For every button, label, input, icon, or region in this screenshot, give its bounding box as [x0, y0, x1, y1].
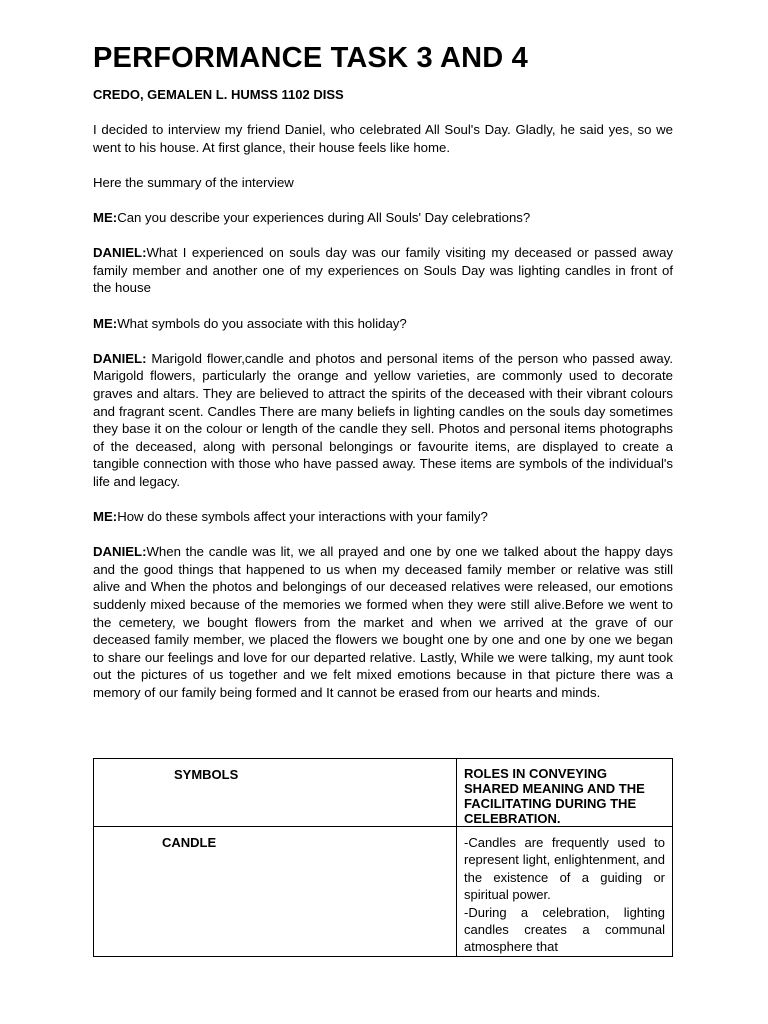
dialogue-question-3: [93, 508, 673, 526]
role-item: -During a celebration, lighting candles creates a communal atmosphere that: [464, 904, 665, 955]
intro-paragraph: I decided to interview my friend Daniel, who celebrated All Soul's Day. Gladly, he said yes, so we went to his house. At first glance, their house feels like home.: [93, 122, 673, 155]
dialogue-text: Can you describe your experiences during All Souls' Day celebrations?: [117, 209, 531, 225]
author-line: CREDO, GEMALEN L. HUMSS 1102 DISS: [93, 87, 344, 102]
summary-line: Here the summary of the interview: [93, 174, 294, 190]
dialogue-text: How do these symbols affect your interactions with your family?: [117, 509, 488, 525]
symbols-table: [93, 758, 673, 957]
table-header-row: [94, 759, 673, 827]
speaker-label: ME:: [93, 209, 118, 225]
dialogue-text: Marigold flower,candle and photos and personal items of the person who passed away. Marigold flowers, particularly the orange and yellow varieties, are commonly used to decorate graves and altars. They are believed to attract the spirits of the deceased with their vibrant colours and fragrant scent. Candles There are many beliefs in lighting candles on the souls day sometimes they base it on the colour or length of the candle they sell. Photos and personal items photographs of the deceased, along with personal belongings or favourite items, are displayed to create a tangible connection with those who have passed away. These items are symbols of the individual's life and legacy.: [93, 350, 673, 489]
dialogue-question-1: [93, 209, 673, 227]
header-symbols: SYMBOLS: [94, 759, 457, 827]
speaker-label: ME:: [93, 509, 118, 525]
role-item: -Candles are frequently used to represent light, enlightenment, and the existence of a guiding or spiritual power.: [464, 835, 665, 903]
dialogue-question-2: [93, 315, 673, 333]
table-row: [94, 827, 673, 957]
speaker-label: DANIEL:: [93, 350, 147, 366]
dialogue-text: What I experienced on souls day was our family visiting my deceased or passed away family member and another one of my experiences on Souls Day was lighting candles in front of the house: [93, 245, 673, 296]
speaker-label: ME:: [93, 315, 118, 331]
document-title: PERFORMANCE TASK 3 AND 4: [93, 42, 528, 74]
symbol-cell: CANDLE: [94, 827, 457, 957]
speaker-label: DANIEL:: [93, 544, 147, 560]
roles-cell: [457, 827, 673, 957]
header-roles: ROLES IN CONVEYING SHARED MEANING AND THE FACILITATING DURING THE CELEBRATION.: [457, 759, 673, 827]
dialogue-answer-3: [93, 543, 673, 701]
dialogue-answer-2: [93, 350, 673, 491]
dialogue-answer-1: [93, 244, 673, 297]
dialogue-text: When the candle was lit, we all prayed and one by one we talked about the happy days and the good things that happened to us when my deceased family member or relative was still alive and When the photos and belongings of our deceased relatives were released, our emotions suddenly mixed because of the memories we formed when they were still alive.Before we went to the cemetery, we bought flowers from the market and when we arrived at the grave of our deceased family member, we placed the flowers we bought one by one and one by one we began to share our feelings and love for our departed relative. Lastly, While we were talking, my aunt took out the pictures of us together and we felt mixed emotions because in that picture there was a memory of our family being formed and It cannot be erased from our hearts and minds.: [93, 544, 673, 700]
document-body: [93, 121, 673, 719]
dialogue-text: What symbols do you associate with this holiday?: [117, 315, 407, 331]
speaker-label: DANIEL:: [93, 245, 147, 261]
